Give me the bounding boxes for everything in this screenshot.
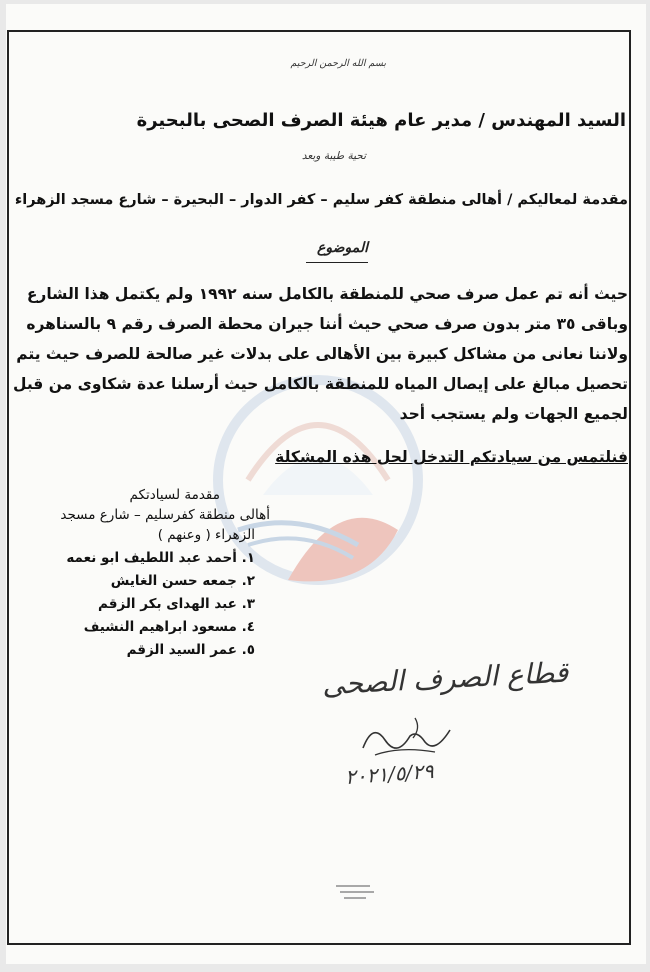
handwritten-date: ٢٠٢١/٥/٢٩	[344, 758, 435, 790]
faint-stamp-mark	[330, 876, 380, 906]
handwritten-note: قطاع الصرف الصحى	[320, 655, 569, 702]
signatory-4: ٤. مسعود ابراهيم النشيف	[83, 619, 255, 635]
basmala: بسم الله الرحمن الرحيم	[290, 58, 386, 69]
greeting: تحية طيبة وبعد	[301, 150, 366, 162]
body-line-3: ولاننا نعانى من مشاكل كبيرة بين الأهالى على بدلات غير صالحة للصرف حيث يتم	[16, 345, 628, 363]
body-line-2: وباقى ٣٥ متر بدون صرف صحي حيث أننا جيران محطة الصرف رقم ٩ بالسناهره	[26, 315, 628, 333]
intro-line: مقدمة لمعاليكم / أهالى منطقة كفر سليم – كفر الدوار – البحيرة – شارع مسجد الزهراء	[14, 192, 628, 208]
signatory-3: ٣. عبد الهداى بكر الزقم	[98, 596, 255, 612]
body-line-1: حيث أنه تم عمل صرف صحي للمنطقة بالكامل سنه ١٩٩٢ ولم يكتمل هذا الشارع	[26, 285, 628, 303]
closing-line-2: أهالى منطقة كفرسليم – شارع مسجد	[60, 507, 270, 523]
body-line-5: لجميع الجهات ولم يستجب أحد	[399, 405, 628, 423]
body-line-4: تحصيل مبالغ على إيصال المياه للمنطقة بالكامل حيث أرسلنا عدة شكاوى من قبل	[13, 375, 628, 393]
subject-heading: الموضوع	[317, 240, 368, 256]
closing-line-3: الزهراء ( وعنهم )	[157, 527, 255, 543]
closing-line-1: مقدمة لسيادتكم	[129, 487, 220, 503]
signatory-2: ٢. جمعه حسن الغايش	[110, 573, 255, 589]
request-line: فنلتمس من سيادتكم التدخل لحل هذه المشكلة	[275, 448, 628, 466]
signatory-5: ٥. عمر السيد الزقم	[126, 642, 255, 658]
subject-underline	[306, 262, 368, 263]
addressee-heading: السيد المهندس / مدير عام هيئة الصرف الصحى بالبحيرة	[136, 110, 626, 131]
handwritten-signature	[355, 710, 465, 765]
signatory-1: ١. أحمد عبد اللطيف ابو نعمه	[66, 550, 255, 566]
